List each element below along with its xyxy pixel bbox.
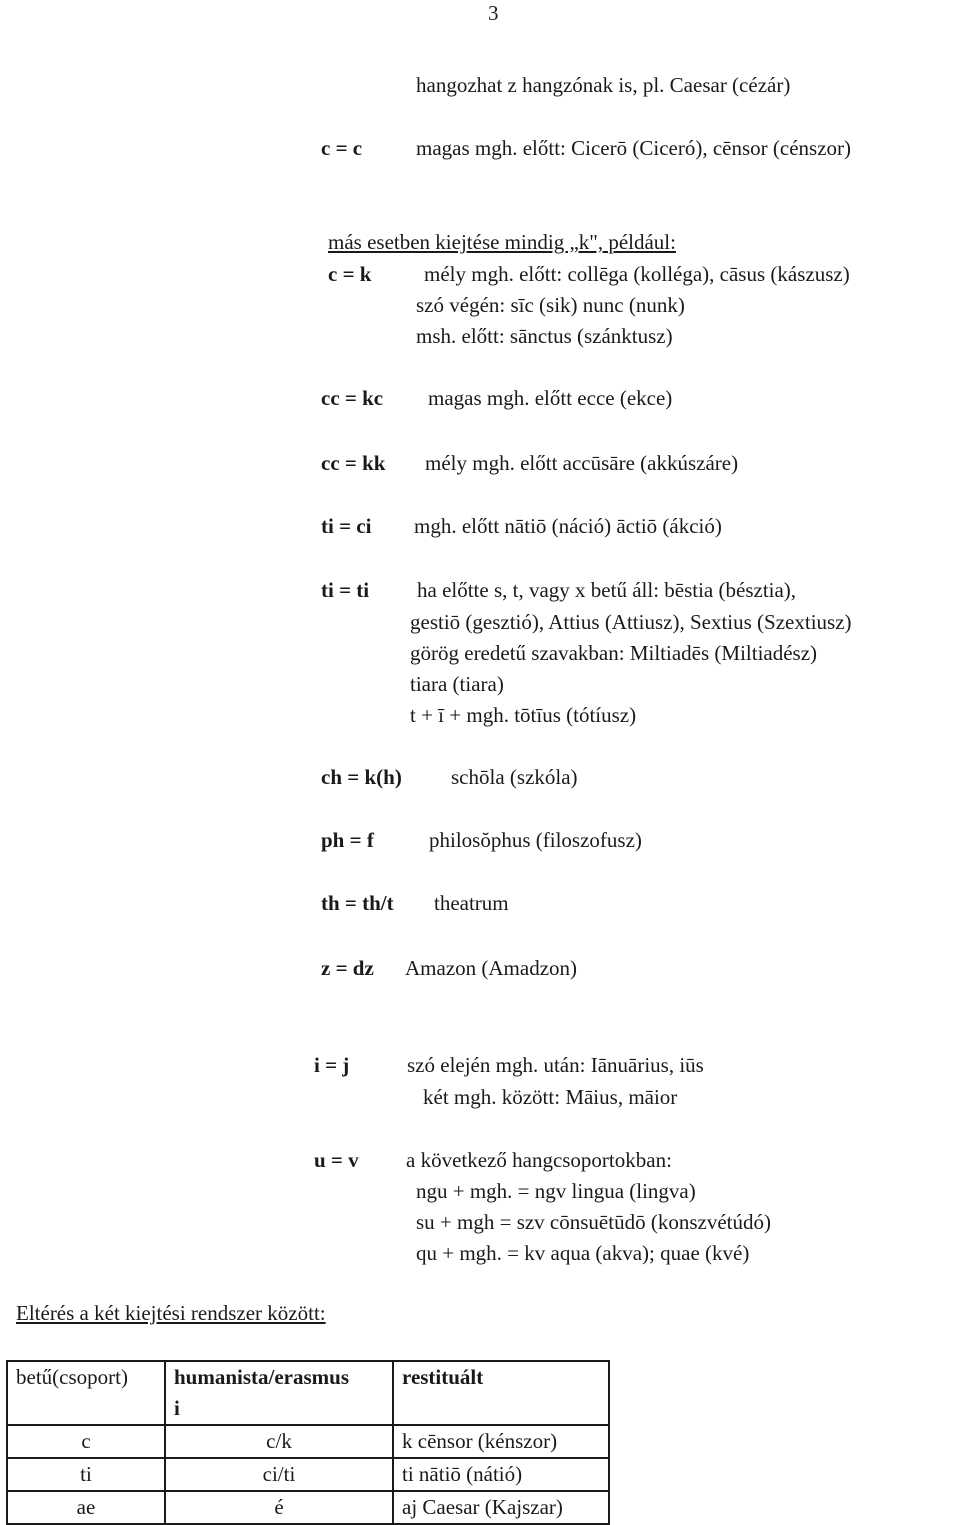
table-cell: ae — [7, 1491, 165, 1524]
table-header-part: humanista/erasmus — [174, 1365, 350, 1389]
rule-text: t + ī + mgh. tōtīus (tótíusz) — [410, 703, 637, 727]
rule-label: i = j — [314, 1053, 350, 1077]
table-cell: é — [165, 1491, 393, 1524]
rule-text: gestiō (gesztió), Attius (Attiusz), Sextius (Szextiusz) — [410, 610, 852, 634]
table-cell: aj Caesar (Kajszar) — [393, 1491, 609, 1524]
table-header-row — [7, 1361, 609, 1425]
table-header — [165, 1361, 393, 1425]
rule-label: z = dz — [321, 956, 374, 980]
rule-label: th = th/t — [321, 891, 394, 915]
rule-label: c = k — [328, 262, 372, 286]
rule-label: ti = ci — [321, 514, 372, 538]
section-heading: Eltérés a két kiejtési rendszer között: — [16, 1301, 326, 1325]
table-row — [7, 1458, 609, 1491]
rule-text: su + mgh = szv cōnsuētūdō (konszvétúdó) — [416, 1210, 771, 1234]
table-cell: c/k — [165, 1425, 393, 1458]
rule-text: msh. előtt: sānctus (szánktusz) — [416, 324, 673, 348]
table-cell: ti nātiō (nátió) — [393, 1458, 609, 1491]
comparison-table — [6, 1360, 610, 1525]
rule-text: schōla (szkóla) — [451, 765, 578, 789]
text-line: hangozhat z hangzónak is, pl. Caesar (cézár) — [416, 73, 791, 97]
table-cell: k cēnsor (kénszor) — [393, 1425, 609, 1458]
rule-text: Amazon (Amadzon) — [405, 956, 578, 980]
table-header-part: i — [174, 1396, 180, 1420]
table-header: betű(csoport) — [7, 1361, 165, 1425]
table-cell: ci/ti — [165, 1458, 393, 1491]
rule-text: ha előtte s, t, vagy x betű áll: bēstia (bésztia), — [417, 578, 797, 602]
rule-label: ti = ti — [321, 578, 370, 602]
rule-text: qu + mgh. = kv aqua (akva); quae (kvé) — [416, 1241, 750, 1265]
rule-text: görög eredetű szavakban: Miltiadēs (Miltiadész) — [410, 641, 818, 665]
rule-text: mgh. előtt nātiō (náció) āctiō (ákció) — [414, 514, 722, 538]
rule-text: mély mgh. előtt: collēga (kolléga), cāsus (kászusz) — [424, 262, 850, 286]
rule-label: u = v — [314, 1148, 359, 1172]
rule-text: theatrum — [434, 891, 509, 915]
rule-text: magas mgh. előtt: Cicerō (Ciceró), cēnsor (cénszor) — [416, 136, 852, 160]
table-header: restituált — [393, 1361, 609, 1425]
rule-label: c = c — [321, 136, 363, 160]
rule-label: cc = kc — [321, 386, 384, 410]
rule-label: cc = kk — [321, 451, 386, 475]
page-number: 3 — [488, 1, 499, 25]
rule-label: ch = k(h) — [321, 765, 402, 789]
rule-text: magas mgh. előtt ecce (ekce) — [428, 386, 673, 410]
text-line: más esetben kiejtése mindig „k", például: — [328, 230, 676, 254]
rule-text: philosŏphus (filoszofusz) — [429, 828, 642, 852]
rule-text: szó elején mgh. után: Iānuārius, iūs — [407, 1053, 704, 1077]
table-cell: ti — [7, 1458, 165, 1491]
table-row — [7, 1425, 609, 1458]
rule-text: ngu + mgh. = ngv lingua (lingva) — [416, 1179, 696, 1203]
table-row — [7, 1491, 609, 1524]
table-cell: c — [7, 1425, 165, 1458]
rule-text: mély mgh. előtt accūsāre (akkúszáre) — [425, 451, 739, 475]
rule-text: két mgh. között: Māius, māior — [423, 1085, 678, 1109]
rule-label: ph = f — [321, 828, 374, 852]
rule-text: a következő hangcsoportokban: — [406, 1148, 672, 1172]
rule-text: tiara (tiara) — [410, 672, 504, 696]
rule-text: szó végén: sīc (sik) nunc (nunk) — [416, 293, 685, 317]
